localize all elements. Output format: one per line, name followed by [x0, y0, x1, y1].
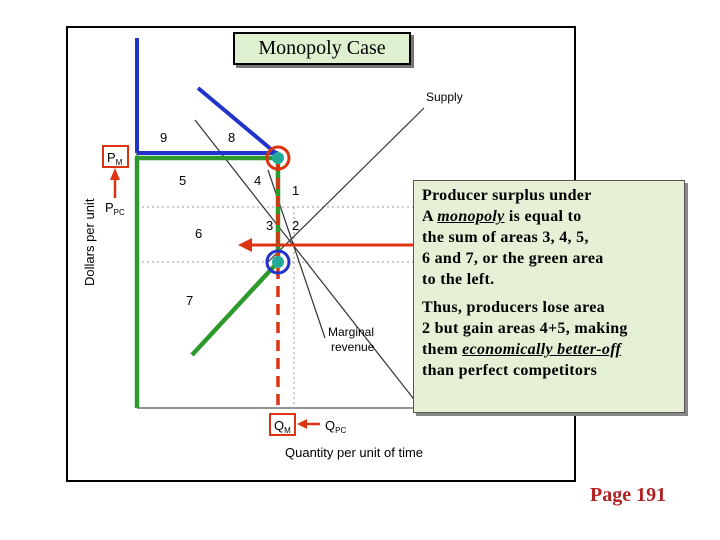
pm-label: $P_M$	[107, 150, 123, 167]
area-8: 8	[228, 130, 236, 145]
qm-label: $Q_M$	[274, 418, 291, 435]
area-2: 2	[292, 218, 300, 233]
page-number: Page 191	[590, 484, 667, 506]
arrow-qm-head	[297, 419, 307, 429]
area-3: 3	[266, 218, 274, 233]
explanation-note	[413, 180, 685, 413]
mr-label-line2: revenue	[331, 340, 375, 354]
mc-point-dot	[272, 256, 284, 268]
supply-label: Supply	[426, 90, 463, 104]
x-axis-label: Quantity per unit of time	[285, 445, 424, 460]
area-1: 1	[292, 183, 300, 198]
green-surplus-boundary	[137, 158, 278, 408]
monopoly-point-dot	[272, 152, 284, 164]
y-axis-label: Dollars per unit	[82, 198, 97, 286]
note-paragraph-2: Thus, producers lose area 2 but gain areas 4+5, making them economically better-off than perfect competitors	[422, 299, 628, 379]
area-6: 6	[195, 226, 203, 241]
blue-diagonal-line	[198, 88, 278, 155]
ppc-label: $P_{PC}$	[105, 200, 125, 217]
arrow-pm-head	[110, 168, 120, 180]
mr-label-line1: Marginal	[328, 325, 375, 339]
area-7: 7	[186, 293, 194, 308]
better-off-emphasis: economically better-off	[462, 341, 622, 358]
diagram-title: Monopoly Case	[233, 32, 411, 65]
arrow-note-head	[238, 238, 252, 252]
area-5: 5	[179, 173, 187, 188]
area-9: 9	[160, 130, 168, 145]
monopoly-emphasis: monopoly	[437, 208, 505, 225]
qpc-label: $Q_{PC}$	[325, 418, 347, 435]
demand-curve	[195, 120, 420, 407]
area-4: 4	[254, 173, 262, 188]
note-paragraph-1: Producer surplus under A monopoly is equal to the sum of areas 3, 4, 5, 6 and 7, or the green area to the left.	[422, 187, 604, 288]
